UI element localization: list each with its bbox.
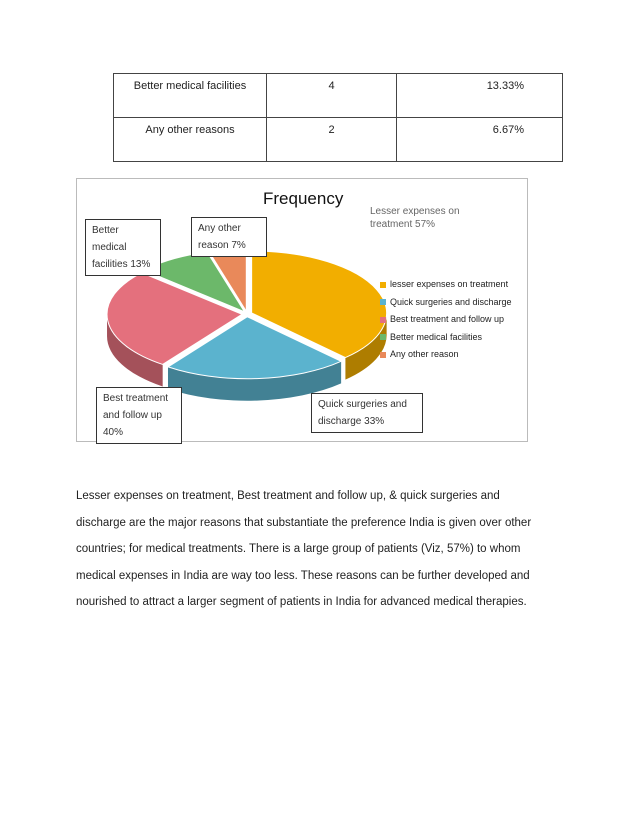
body-paragraph: Lesser expenses on treatment, Best treatment and follow up, & quick surgeries and discharge are the major reasons that substantiate the preference India is given over other countries; for medical treatments. There is a large group of patients (Viz, 57%) to whom medical expenses in India are way too less. These reasons can be further developed and nourished to attract a larger segment of patients in India for advanced medical therapies. (76, 490, 532, 608)
table-row (114, 118, 563, 162)
row-percent: 13.33% (397, 74, 563, 118)
data-label-lesser: Lesser expenses on treatment 57% (370, 206, 460, 230)
legend-label: Any other reason (390, 349, 459, 359)
row-percent: 6.67% (397, 118, 563, 162)
row-count: 4 (267, 74, 397, 118)
legend-item (380, 311, 512, 329)
legend-label: Better medical facilities (390, 331, 483, 342)
legend-item (380, 294, 512, 312)
legend-label: lesser expenses on treatment (390, 279, 509, 289)
data-label-better: Better medical facilities 13% (85, 219, 161, 276)
row-label: Better medical facilities (114, 74, 267, 118)
legend-item (380, 329, 512, 347)
chart-legend (380, 276, 512, 364)
chart-title: Frequency (263, 189, 344, 208)
legend-item (380, 276, 512, 294)
data-table (113, 73, 563, 162)
table-row (114, 74, 563, 118)
legend-swatch (380, 317, 386, 323)
row-count: 2 (267, 118, 397, 162)
legend-swatch (380, 282, 386, 288)
legend-swatch (380, 352, 386, 358)
data-label-quick: Quick surgeries and discharge 33% (311, 393, 423, 433)
legend-swatch (380, 299, 386, 305)
data-label-other: Any other reason 7% (191, 217, 267, 257)
data-label-best: Best treatment and follow up 40% (96, 387, 182, 444)
legend-item (380, 346, 512, 364)
legend-swatch (380, 334, 386, 340)
pie-chart (76, 178, 528, 442)
legend-label: Best treatment and follow up (390, 314, 505, 324)
legend-label: Quick surgeries and discharge (390, 296, 512, 307)
row-label: Any other reasons (114, 118, 267, 162)
